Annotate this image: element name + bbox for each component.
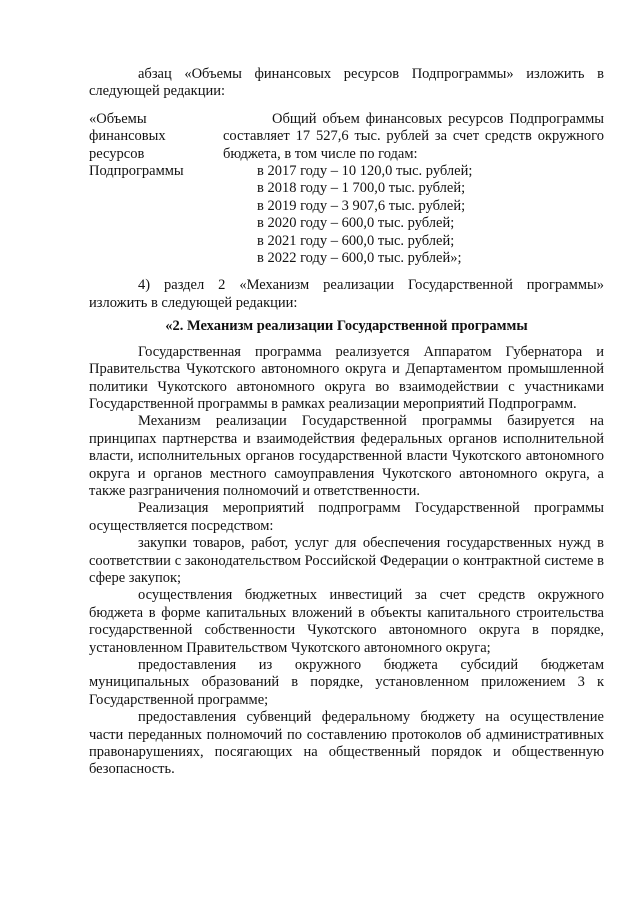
financing-table [89,111,604,268]
body-paragraph: осуществления бюджетных инвестиций за счет средств окружного бюджета в форме капитальных вложений в объекты капитального строительства государственной собственности Чукотского автономного округа в порядке, установленном Правительством Чукотского автономного округа; [89,587,604,656]
intro-paragraph: абзац «Объемы финансовых ресурсов Подпрограммы» изложить в следующей редакции: [89,66,604,100]
body-paragraph: Механизм реализации Государственной программы базируется на принципах партнерства и взаимодействия федеральных органов исполнительной власти, исполнительных органов государственной власти Чукотского автономного округа и органов местного самоуправления Чукотского автономного округа, а также разграничения полномочий и ответственности. [89,413,604,499]
financing-description: Общий объем финансовых ресурсов Подпрограммы составляет 17 527,6 тыс. рублей за счет средств окружного бюджета, в том числе по годам: [223,110,604,162]
body-paragraph: предоставления субвенций федеральному бюджету на осуществление части переданных полномочий по составлению протоколов об административных правонарушениях, посягающих на общественный порядок и общественную безопасность. [89,709,604,778]
financing-years-list [257,163,604,267]
section-heading: «2. Механизм реализации Государственной программы [165,318,528,335]
label-line: финансовых [89,128,166,145]
financing-table-content [223,111,604,268]
body-paragraph: закупки товаров, работ, услуг для обеспечения государственных нужд в соответствии с законодательством Российской Федерации о контрактной системе в сфере закупок; [89,535,604,586]
year-line: в 2018 году – 1 700,0 тыс. рублей; [257,180,466,197]
document-body [89,66,604,779]
label-line: ресурсов [89,145,145,162]
item-4-paragraph: 4) раздел 2 «Механизм реализации Государственной программы» изложить в следующей редакции: [89,277,604,311]
label-line: Подпрограммы [89,163,184,180]
financing-table-label [89,111,219,268]
body-paragraph: Реализация мероприятий подпрограмм Государственной программы осуществляется посредством: [89,500,604,534]
year-line: в 2020 году – 600,0 тыс. рублей; [257,215,455,232]
year-line: в 2019 году – 3 907,6 тыс. рублей; [257,197,466,214]
year-line: в 2021 году – 600,0 тыс. рублей; [257,232,455,249]
year-line: в 2017 году – 10 120,0 тыс. рублей; [257,163,473,180]
body-paragraph: предоставления из окружного бюджета субсидий бюджетам муниципальных образований в порядке, установленном приложением 3 к Государственной программе; [89,657,604,708]
body-paragraph: Государственная программа реализуется Аппаратом Губернатора и Правительства Чукотского автономного округа и Департаментом промышленной политики Чукотского автономного округа во взаимодействии с участниками Государственной программы в рамках реализации мероприятий Подпрограмм. [89,343,604,412]
label-line: «Объемы [89,110,147,127]
year-line: в 2022 году – 600,0 тыс. рублей»; [257,250,462,267]
